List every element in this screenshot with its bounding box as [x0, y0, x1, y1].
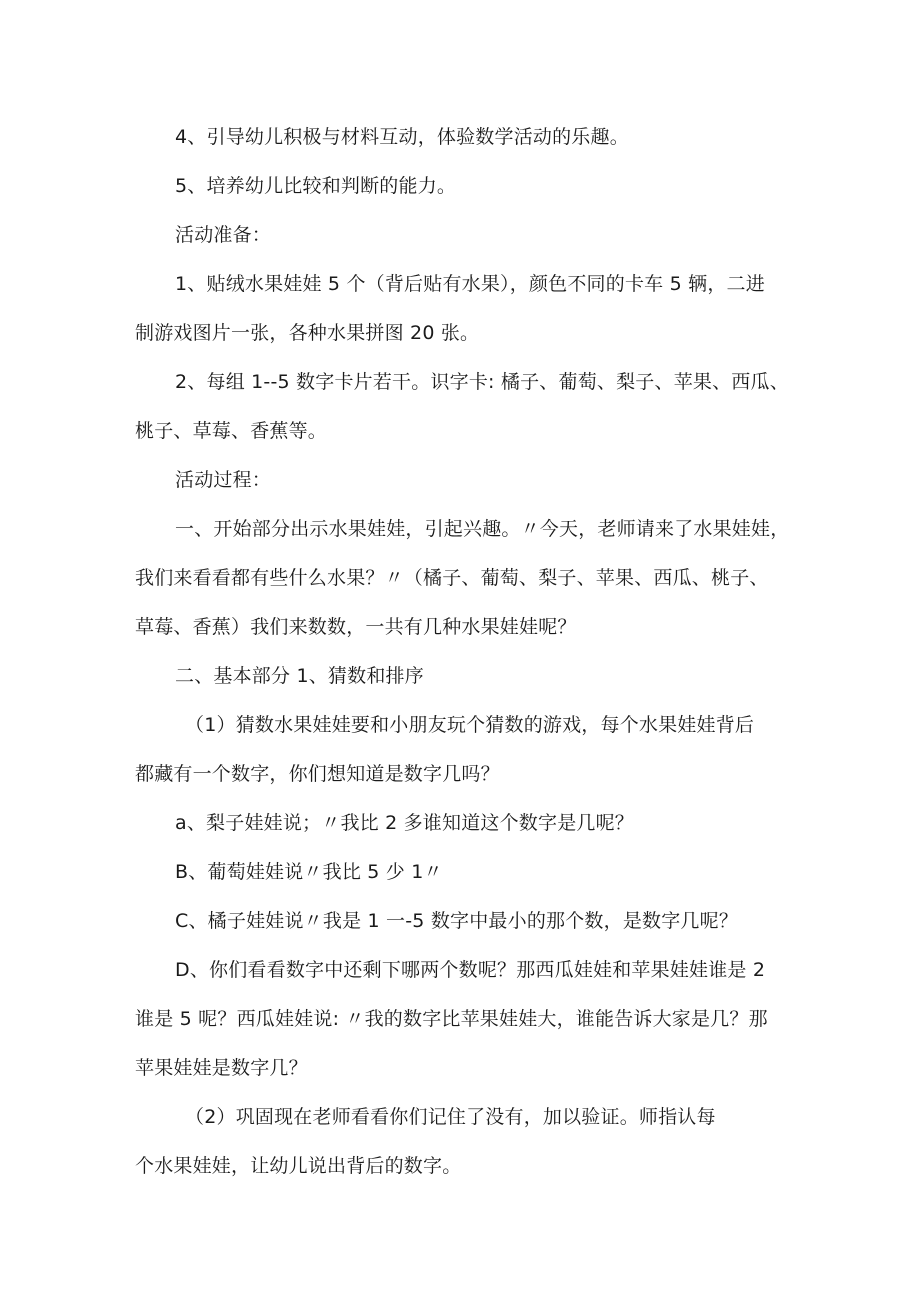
paragraph-line: 桃子、草莓、香蕉等。 [135, 420, 328, 442]
paragraph-line: 我们来看看都有些什么水果？〃（橘子、葡萄、梨子、苹果、西瓜、桃子、 [135, 567, 769, 589]
paragraph-line: B、葡萄娃娃说〃我比 5 少 1〃 [175, 861, 443, 883]
paragraph-line: D、你们看看数字中还剩下哪两个数呢？那西瓜娃娃和苹果娃娃谁是 2 [175, 959, 766, 981]
paragraph-line: （1）猜数水果娃娃要和小朋友玩个猜数的游戏，每个水果娃娃背后 [185, 714, 755, 736]
paragraph-line: 制游戏图片一张，各种水果拼图 20 张。 [135, 322, 480, 344]
paragraph-line: 草莓、香蕉）我们来数数，一共有几种水果娃娃呢？ [135, 616, 577, 638]
paragraph-line: 4、引导幼儿积极与材料互动，体验数学活动的乐趣。 [175, 126, 629, 148]
paragraph-line: 2、每组 1--5 数字卡片若干。识字卡: 橘子、葡萄、梨子、苹果、西瓜、 [175, 371, 789, 393]
section-heading: 二、基本部分 1、猜数和排序 [175, 665, 424, 687]
paragraph-line: 一、开始部分出示水果娃娃，引起兴趣。〃今天，老师请来了水果娃娃， [175, 518, 790, 540]
paragraph-line: 1、贴绒水果娃娃 5 个（背后贴有水果），颜色不同的卡车 5 辆，二进 [175, 273, 765, 295]
section-heading: 活动准备： [175, 224, 272, 246]
paragraph-line: C、橘子娃娃说〃我是 1 一-5 数字中最小的那个数，是数字几呢？ [175, 910, 739, 932]
paragraph-line: 5、培养幼儿比较和判断的能力。 [175, 175, 457, 197]
paragraph-line: 苹果娃娃是数字几？ [135, 1057, 308, 1079]
paragraph-line: a、梨子娃娃说；〃我比 2 多谁知道这个数字是几呢？ [175, 812, 635, 834]
paragraph-line: 谁是 5 呢？西瓜娃娃说: 〃我的数字比苹果娃娃大，谁能告诉大家是几？那 [135, 1008, 768, 1030]
paragraph-line: （2）巩固现在老师看看你们记住了没有，加以验证。师指认每 [185, 1106, 716, 1128]
section-heading: 活动过程： [175, 469, 272, 491]
paragraph-line: 都藏有一个数字，你们想知道是数字几吗？ [135, 763, 500, 785]
paragraph-line: 个水果娃娃，让幼儿说出背后的数字。 [135, 1155, 462, 1177]
